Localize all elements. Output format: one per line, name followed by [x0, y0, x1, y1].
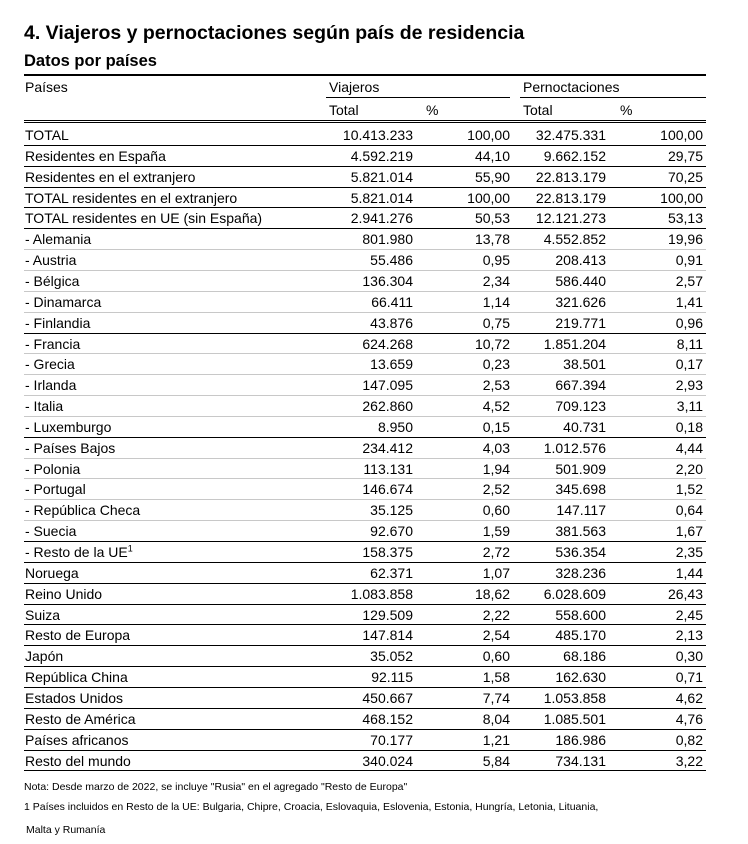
- pernoctaciones-total-cell: 68.186: [563, 648, 606, 665]
- pernoctaciones-pct-cell: 0,82: [675, 731, 703, 748]
- row-label: - Luxemburgo: [25, 418, 112, 435]
- row-label: Reino Unido: [25, 585, 103, 602]
- pernoctaciones-total-cell: 1.012.576: [543, 439, 606, 456]
- viajeros-total-cell: 468.152: [362, 710, 413, 727]
- viajeros-total-cell: 234.412: [362, 439, 413, 456]
- pernoctaciones-pct-cell: 1,52: [675, 481, 703, 498]
- viajeros-total-cell: 147.814: [362, 627, 413, 644]
- row-label: - Finlandia: [25, 314, 91, 331]
- viajeros-total-cell: 2.941.276: [350, 210, 413, 227]
- row-label: TOTAL residentes en el extranjero: [25, 189, 238, 206]
- pernoctaciones-pct-cell: 4,76: [675, 710, 703, 727]
- pernoctaciones-pct-cell: 0,30: [675, 648, 703, 665]
- pernoctaciones-total-cell: 186.986: [555, 731, 606, 748]
- viajeros-pct-cell: 1,94: [482, 460, 510, 477]
- pernoctaciones-total-cell: 345.698: [555, 481, 606, 498]
- row-divider: [24, 666, 706, 667]
- viajeros-pct-cell: 100,00: [467, 127, 510, 143]
- viajeros-total-cell: 35.125: [370, 502, 413, 519]
- viajeros-total-cell: 70.177: [370, 731, 413, 748]
- viajeros-pct-cell: 2,34: [482, 272, 510, 289]
- pernoctaciones-pct-cell: 4,44: [675, 439, 703, 456]
- note-resto-ue-cont: Malta y Rumanía: [26, 824, 106, 836]
- pernoctaciones-total-cell: 1.053.858: [543, 689, 606, 706]
- row-label: - Portugal: [25, 481, 86, 498]
- viajeros-total-cell: 340.024: [362, 752, 413, 769]
- pernoctaciones-pct-cell: 29,75: [667, 147, 703, 164]
- row-divider: [24, 228, 706, 229]
- pernoctaciones-pct-cell: 3,22: [675, 752, 703, 769]
- viajeros-pct-cell: 2,53: [482, 377, 510, 394]
- row-label: TOTAL: [25, 127, 69, 143]
- row-label: República China: [25, 669, 128, 686]
- pernoctaciones-total-cell: 38.501: [563, 356, 606, 373]
- note-resto-ue: 1 Países incluidos en Resto de la UE: Bulgaria, Chipre, Croacia, Eslovaquia, Eslovenia, Estonia, Hungría, Letonia, Lituania,: [24, 801, 599, 813]
- viajeros-pct-cell: 1,58: [482, 669, 510, 686]
- row-divider: [24, 395, 706, 396]
- row-label: Noruega: [25, 564, 79, 581]
- viajeros-total-cell: 62.371: [370, 564, 413, 581]
- header-paises: Países: [25, 79, 68, 95]
- viajeros-pct-cell: 10,72: [474, 335, 510, 352]
- viajeros-pct-cell: 4,52: [482, 398, 510, 415]
- row-divider: [24, 750, 706, 751]
- pernoctaciones-total-cell: 586.440: [555, 272, 606, 289]
- pernoctaciones-total-cell: 1.085.501: [543, 710, 606, 727]
- viajeros-total-cell: 43.876: [370, 314, 413, 331]
- viajeros-total-cell: 113.131: [363, 460, 413, 477]
- row-divider: [24, 416, 706, 417]
- page-subtitle: Datos por países: [24, 52, 157, 70]
- viajeros-total-cell: 262.860: [362, 398, 413, 415]
- viajeros-pct-cell: 13,78: [474, 231, 510, 248]
- row-divider: [24, 499, 706, 500]
- row-label: TOTAL residentes en UE (sin España): [25, 210, 263, 227]
- pernoctaciones-pct-cell: 0,91: [675, 252, 703, 269]
- viajeros-total-cell: 66.411: [371, 293, 413, 310]
- pernoctaciones-pct-cell: 1,44: [675, 564, 703, 581]
- pernoctaciones-pct-cell: 100,00: [660, 127, 703, 143]
- pernoctaciones-total-cell: 667.394: [555, 377, 606, 394]
- pernoctaciones-pct-cell: 0,71: [675, 669, 703, 686]
- viajeros-total-cell: 136.304: [362, 272, 413, 289]
- page-title: 4. Viajeros y pernoctaciones según país de residencia: [24, 22, 525, 44]
- header-top-rule: [24, 74, 706, 76]
- row-label: Residentes en el extranjero: [25, 168, 196, 185]
- viajeros-total-cell: 55.486: [370, 252, 413, 269]
- row-label: - Francia: [25, 335, 81, 352]
- row-label: Estados Unidos: [25, 689, 124, 706]
- header-bottom-rule-2: [24, 122, 706, 123]
- pernoctaciones-pct-cell: 2,45: [675, 606, 703, 623]
- row-divider: [24, 478, 706, 479]
- pernoctaciones-pct-cell: 8,11: [676, 335, 703, 352]
- pernoctaciones-total-cell: 485.170: [555, 627, 606, 644]
- viajeros-total-cell: 8.950: [377, 418, 413, 435]
- viajeros-total-cell: 147.095: [362, 377, 413, 394]
- viajeros-pct-cell: 0,15: [482, 418, 510, 435]
- footnote-marker: 1: [127, 543, 133, 554]
- pernoctaciones-pct-cell: 1,41: [675, 293, 703, 310]
- row-label: Residentes en España: [25, 147, 166, 164]
- viajeros-pct-cell: 100,00: [467, 189, 510, 206]
- viajeros-pct-cell: 2,54: [482, 627, 510, 644]
- row-divider: [24, 187, 706, 188]
- pernoctaciones-total-cell: 219.771: [555, 314, 606, 331]
- header-pernoctaciones-pct: %: [620, 102, 633, 118]
- viajeros-total-cell: 801.980: [362, 231, 413, 248]
- row-label: - Bélgica: [25, 272, 80, 289]
- pernoctaciones-total-cell: 6.028.609: [543, 585, 606, 602]
- row-divider: [24, 374, 706, 375]
- pernoctaciones-pct-cell: 0,17: [675, 356, 703, 373]
- pernoctaciones-total-cell: 32.475.331: [535, 127, 606, 143]
- row-label: Resto del mundo: [25, 752, 131, 769]
- pernoctaciones-total-cell: 1.851.204: [543, 335, 606, 352]
- pernoctaciones-total-cell: 381.563: [555, 523, 606, 540]
- pernoctaciones-total-cell: 12.121.273: [535, 210, 606, 227]
- pernoctaciones-pct-cell: 100,00: [660, 189, 703, 206]
- row-label: - Alemania: [25, 231, 92, 248]
- viajeros-pct-cell: 7,74: [482, 689, 510, 706]
- pernoctaciones-pct-cell: 1,67: [675, 523, 703, 540]
- pernoctaciones-total-cell: 709.123: [555, 398, 606, 415]
- pernoctaciones-pct-cell: 2,57: [675, 272, 703, 289]
- pernoctaciones-pct-cell: 0,64: [675, 502, 703, 519]
- row-divider: [24, 333, 706, 334]
- row-label: - Dinamarca: [25, 293, 102, 310]
- row-label: Resto de América: [25, 710, 136, 727]
- viajeros-pct-cell: 1,59: [482, 523, 510, 540]
- row-label: - Suecia: [25, 523, 77, 540]
- pernoctaciones-pct-cell: 0,96: [675, 314, 703, 331]
- row-divider: [24, 458, 706, 459]
- viajeros-pct-cell: 2,72: [482, 544, 510, 560]
- viajeros-total-cell: 1.083.858: [350, 585, 413, 602]
- viajeros-pct-cell: 0,75: [482, 314, 510, 331]
- viajeros-pct-cell: 0,95: [482, 252, 510, 269]
- pernoctaciones-total-cell: 321.626: [555, 293, 606, 310]
- row-divider: [24, 312, 706, 313]
- row-divider: [24, 145, 706, 146]
- viajeros-total-cell: 13.659: [370, 356, 413, 373]
- pernoctaciones-pct-cell: 2,13: [675, 627, 703, 644]
- pernoctaciones-pct-cell: 19,96: [667, 231, 703, 248]
- row-divider: [24, 541, 706, 542]
- pernoctaciones-pct-cell: 0,18: [675, 418, 703, 435]
- pernoctaciones-total-cell: 501.909: [555, 460, 606, 477]
- viajeros-total-cell: 92.115: [371, 669, 413, 686]
- row-divider: [24, 708, 706, 709]
- pernoctaciones-pct-cell: 2,35: [675, 544, 703, 560]
- pernoctaciones-total-cell: 536.354: [555, 544, 606, 560]
- row-divider: [24, 770, 706, 771]
- viajeros-pct-cell: 1,21: [482, 731, 510, 748]
- row-label: - Países Bajos: [25, 439, 116, 456]
- pernoctaciones-pct-cell: 2,93: [675, 377, 703, 394]
- pernoctaciones-pct-cell: 26,43: [667, 585, 703, 602]
- header-bottom-rule: [24, 120, 706, 121]
- row-divider: [24, 562, 706, 563]
- header-pernoctaciones-total: Total: [523, 102, 553, 118]
- row-divider: [24, 166, 706, 167]
- viajeros-pct-cell: 0,60: [482, 502, 510, 519]
- row-label: - Resto de la $UE^1$: [25, 543, 133, 560]
- viajeros-pct-cell: 0,60: [482, 648, 510, 665]
- row-label: Resto de Europa: [25, 627, 131, 644]
- pernoctaciones-pct-cell: 3,11: [676, 398, 703, 415]
- viajeros-total-cell: 4.592.219: [350, 147, 413, 164]
- pernoctaciones-pct-cell: 2,20: [675, 460, 703, 477]
- viajeros-pct-cell: 1,14: [482, 293, 510, 310]
- viajeros-total-cell: 146.674: [362, 481, 413, 498]
- pernoctaciones-total-cell: 22.813.179: [535, 189, 606, 206]
- row-label: Países africanos: [25, 731, 129, 748]
- header-viajeros: Viajeros: [329, 79, 380, 95]
- row-label: - Polonia: [25, 460, 81, 477]
- viajeros-pct-cell: 8,04: [482, 710, 510, 727]
- pernoctaciones-group-rule: [520, 97, 706, 98]
- viajeros-pct-cell: 2,22: [482, 606, 510, 623]
- row-label: - Austria: [25, 252, 77, 269]
- row-divider: [24, 249, 706, 250]
- row-label: - Irlanda: [25, 377, 77, 394]
- header-viajeros-pct: %: [426, 102, 439, 118]
- viajeros-group-rule: [326, 97, 510, 98]
- row-divider: [24, 520, 706, 521]
- row-divider: [24, 583, 706, 584]
- row-divider: [24, 437, 706, 438]
- pernoctaciones-total-cell: 558.600: [555, 606, 606, 623]
- pernoctaciones-total-cell: 208.413: [555, 252, 606, 269]
- viajeros-pct-cell: 0,23: [482, 356, 510, 373]
- pernoctaciones-total-cell: 9.662.152: [543, 147, 606, 164]
- viajeros-total-cell: 35.052: [370, 648, 413, 665]
- pernoctaciones-total-cell: 22.813.179: [535, 168, 606, 185]
- row-divider: [24, 624, 706, 625]
- row-divider: [24, 207, 706, 208]
- pernoctaciones-pct-cell: 70,25: [667, 168, 703, 185]
- viajeros-total-cell: 129.509: [362, 606, 413, 623]
- header-viajeros-total: Total: [329, 102, 359, 118]
- row-label: - Italia: [25, 398, 64, 415]
- pernoctaciones-total-cell: 328.236: [555, 564, 606, 581]
- row-divider: [24, 353, 706, 354]
- viajeros-total-cell: 624.268: [362, 335, 413, 352]
- viajeros-total-cell: 5.821.014: [350, 168, 413, 185]
- row-divider: [24, 645, 706, 646]
- row-divider: [24, 291, 706, 292]
- pernoctaciones-total-cell: 40.731: [563, 418, 606, 435]
- viajeros-pct-cell: 55,90: [474, 168, 510, 185]
- pernoctaciones-total-cell: 4.552.852: [543, 231, 606, 248]
- viajeros-pct-cell: 44,10: [474, 147, 510, 164]
- viajeros-total-cell: 158.375: [362, 544, 413, 560]
- viajeros-pct-cell: 18,62: [474, 585, 510, 602]
- viajeros-pct-cell: 5,84: [482, 752, 510, 769]
- viajeros-pct-cell: 4,03: [482, 439, 510, 456]
- pernoctaciones-pct-cell: 4,62: [675, 689, 703, 706]
- viajeros-total-cell: 10.413.233: [342, 127, 413, 143]
- viajeros-pct-cell: 1,07: [482, 564, 510, 581]
- row-divider: [24, 604, 706, 605]
- row-divider: [24, 270, 706, 271]
- row-label: Suiza: [25, 606, 61, 623]
- viajeros-total-cell: 450.667: [362, 689, 413, 706]
- row-divider: [24, 687, 706, 688]
- row-label: - Grecia: [25, 356, 75, 373]
- pernoctaciones-total-cell: 147.117: [556, 502, 606, 519]
- note-rusia: Nota: Desde marzo de 2022, se incluye "Rusia" en el agregado "Resto de Europa": [24, 781, 408, 793]
- viajeros-total-cell: 92.670: [370, 523, 413, 540]
- pernoctaciones-total-cell: 162.630: [555, 669, 606, 686]
- row-label: - República Checa: [25, 502, 141, 519]
- pernoctaciones-pct-cell: 53,13: [667, 210, 703, 227]
- row-label: Japón: [25, 648, 64, 665]
- viajeros-pct-cell: 2,52: [482, 481, 510, 498]
- viajeros-pct-cell: 50,53: [474, 210, 510, 227]
- pernoctaciones-total-cell: 734.131: [555, 752, 606, 769]
- header-pernoctaciones: Pernoctaciones: [523, 79, 620, 95]
- viajeros-total-cell: 5.821.014: [350, 189, 413, 206]
- row-divider: [24, 729, 706, 730]
